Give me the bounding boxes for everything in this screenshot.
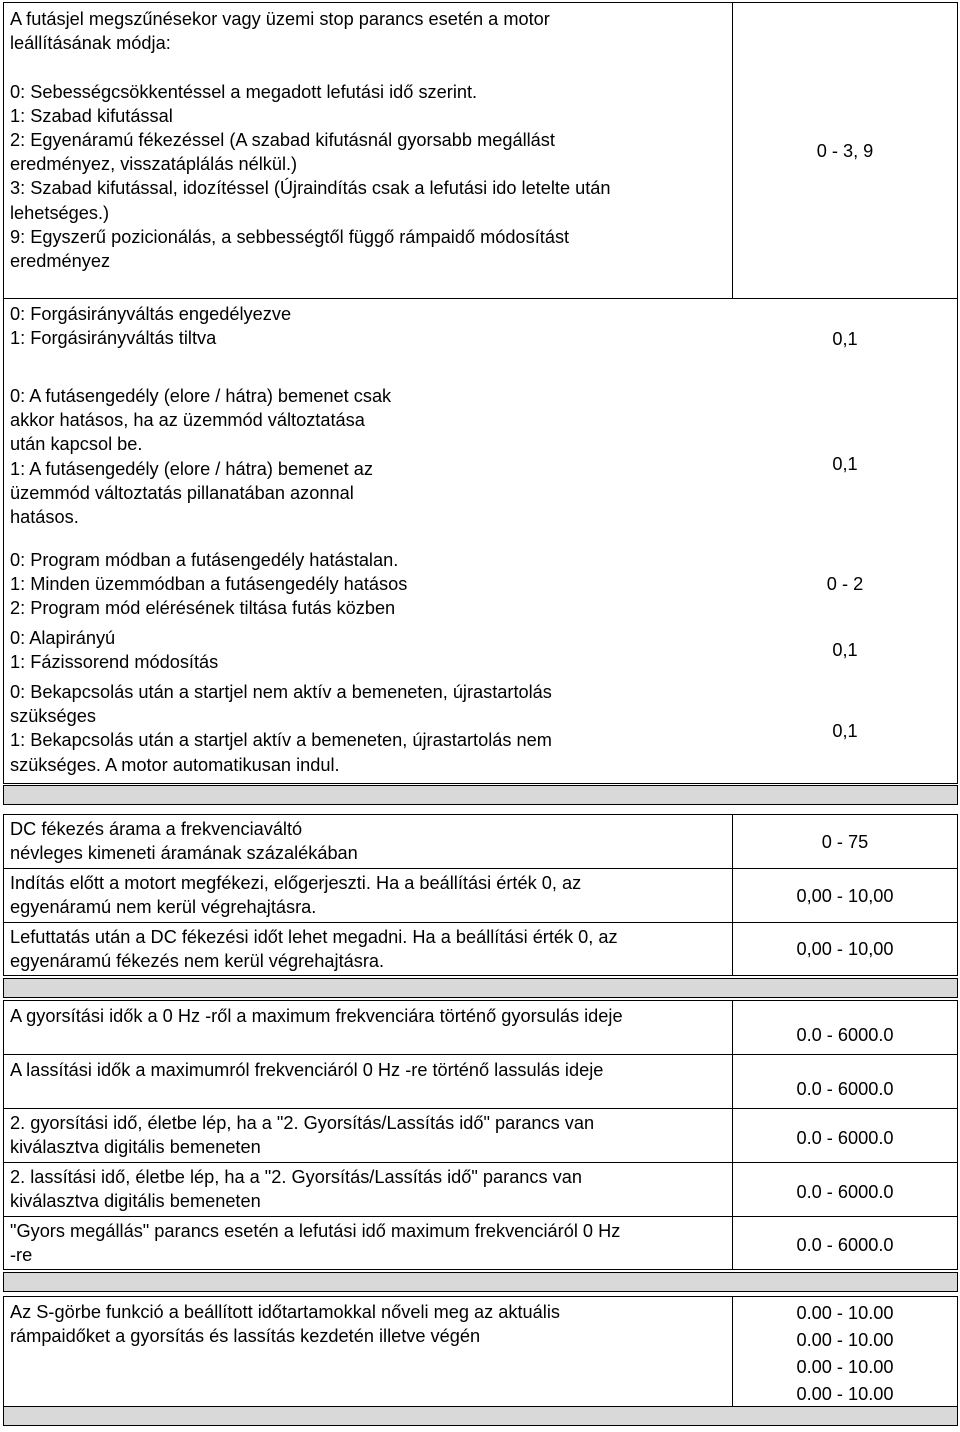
desc-line: üzemmód változtatás pillanatában azonnal (10, 482, 354, 503)
range-value: 0.0 - 6000.0 (796, 1078, 894, 1099)
desc-line: lehetséges.) (10, 202, 110, 223)
desc-line: 1: Bekapcsolás után a startjel aktív a bemeneten, újrastartolás nem (10, 730, 552, 751)
range-value: 0.0 - 6000.0 (796, 1127, 894, 1148)
desc-line: rámpaidőket a gyorsítás és lassítás kezdetén illetve végén (10, 1326, 481, 1347)
desc-line: egyenáramú fékezés nem kerül végrehajtásra. (10, 951, 385, 972)
param-row-dc-pre-brake (3, 868, 958, 922)
desc-line (10, 55, 726, 79)
desc-line: Lefuttatás után a DC fékezési időt lehet megadni. Ha a beállítási érték 0, az (10, 927, 618, 947)
param-row-run-enable (3, 382, 958, 546)
param-row-stop-mode (3, 2, 958, 298)
param-description (4, 1297, 733, 1406)
param-range (733, 1221, 957, 1269)
desc-line: 0: A futásengedély (elore / hátra) bemenet csak (10, 386, 392, 406)
param-range (733, 678, 957, 783)
range-value: 0,1 (832, 329, 858, 349)
range-value: 0.00 - 10.00 (796, 1303, 894, 1323)
desc-line: szükséges. A motor automatikusan indul. (10, 754, 340, 775)
range-value: 0 - 3, 9 (816, 140, 874, 161)
range-value: 0,1 (832, 454, 858, 474)
desc-line: 1: A futásengedély (elore / hátra) bemenet az (10, 458, 373, 479)
param-row-s-curve (3, 1296, 958, 1406)
desc-line: 0: Alapirányú (10, 628, 116, 648)
param-row-quick-stop-time (3, 1216, 958, 1270)
desc-line: 2. gyorsítási idő, életbe lép, ha a "2. Gyorsítás/Lassítás idő" parancs van (10, 1113, 595, 1133)
desc-line: 1: Forgásirányváltás tiltva (10, 328, 217, 349)
param-range (733, 1113, 957, 1162)
desc-line: A gyorsítási idők a 0 Hz -ről a maximum frekvenciára történő gyorsulás ideje (10, 1006, 623, 1026)
range-value: 0,00 - 10,00 (796, 885, 894, 906)
range-value: 0.00 - 10.00 (796, 1384, 894, 1404)
desc-line: DC fékezés árama a frekvenciaváltó (10, 819, 303, 839)
param-range (733, 869, 957, 922)
desc-line: akkor hatásos, ha az üzemmód változtatása (10, 410, 365, 431)
param-row-power-on-start (3, 678, 958, 784)
desc-line: 0: Bekapcsolás után a startjel nem aktív a bemeneten, újrastartolás (10, 682, 552, 702)
param-row-decel-time (3, 1054, 958, 1108)
param-description (4, 622, 733, 678)
param-range (733, 3, 957, 298)
desc-line: 1: Szabad kifutással (10, 105, 173, 126)
param-range (733, 923, 957, 975)
range-value: 0.0 - 6000.0 (796, 1235, 894, 1255)
desc-line: után kapcsol be. (10, 434, 143, 455)
param-description (4, 299, 733, 382)
range-value: 0.0 - 6000.0 (796, 1024, 894, 1045)
desc-line: szükséges (10, 706, 96, 727)
param-description (4, 1163, 733, 1216)
param-description (4, 3, 733, 298)
param-description (4, 546, 733, 622)
param-description (4, 1109, 733, 1162)
desc-line: 1: Minden üzemmódban a futásengedély hatásos (10, 574, 408, 595)
param-row-dc-brake-current (3, 814, 958, 868)
range-value: 0.0 - 6000.0 (796, 1181, 894, 1202)
desc-line: -re (10, 1245, 33, 1266)
desc-line: A lassítási idők a maximumról frekvenciáról 0 Hz -re történő lassulás ideje (10, 1060, 604, 1080)
desc-line: 1: Fázissorend módosítás (10, 652, 219, 673)
param-description (4, 869, 733, 922)
section-separator (3, 785, 958, 805)
desc-line: kiválasztva digitális bemeneten (10, 1191, 261, 1212)
param-description (4, 678, 733, 783)
param-range (733, 1015, 957, 1054)
param-row-accel-time-2 (3, 1108, 958, 1162)
desc-line: 2. lassítási idő, életbe lép, ha a "2. Gyorsítás/Lassítás idő" parancs van (10, 1167, 582, 1187)
param-description (4, 382, 733, 546)
desc-line: A futásjel megszűnésekor vagy üzemi stop parancs esetén a motor (10, 9, 550, 29)
param-range-list (733, 1300, 957, 1408)
desc-line: 2: Egyenáramú fékezéssel (A szabad kifutásnál gyorsabb megállást (10, 130, 555, 151)
desc-line: "Gyors megállás" parancs esetén a lefutási idő maximum frekvenciáról 0 Hz (10, 1221, 621, 1241)
param-description (4, 1055, 733, 1108)
param-range (733, 815, 957, 868)
param-range (733, 622, 957, 678)
section-separator (3, 1272, 958, 1292)
desc-line: leállításának módja: (10, 33, 171, 54)
desc-line: hatásos. (10, 507, 79, 528)
desc-line: 9: Egyszerű pozicionálás, a sebbességtől függő rámpaidő módosítást (10, 226, 570, 247)
desc-line: eredményez (10, 251, 111, 272)
param-row-decel-time-2 (3, 1162, 958, 1216)
section-separator (3, 978, 958, 998)
param-range (733, 1069, 957, 1108)
param-range (733, 546, 957, 622)
param-row-phase-order (3, 622, 958, 678)
range-value: 0,1 (832, 720, 858, 741)
desc-line: 3: Szabad kifutással, idozítéssel (Újraindítás csak a lefutási ido letelte után (10, 178, 611, 199)
range-value: 0.00 - 10.00 (796, 1357, 894, 1377)
range-value: 0 - 75 (821, 831, 869, 852)
param-range (733, 382, 957, 546)
desc-line: Az S-görbe funkció a beállított időtartamokkal nőveli meg az aktuális (10, 1302, 560, 1322)
section-separator (3, 1406, 958, 1426)
desc-line: egyenáramú nem kerül végrehajtásra. (10, 897, 317, 918)
param-description (4, 1217, 733, 1269)
desc-line: névleges kimeneti áramának százalékában (10, 843, 358, 864)
param-description (4, 1001, 733, 1054)
param-range (733, 1167, 957, 1216)
param-row-direction (3, 298, 958, 382)
desc-line: 0: Program módban a futásengedély hatástalan. (10, 550, 399, 570)
desc-line: eredményez, visszatáplálás nélkül.) (10, 154, 298, 175)
param-range (733, 327, 957, 351)
desc-line: 0: Forgásirányváltás engedélyezve (10, 304, 292, 324)
range-value: 0,00 - 10,00 (796, 939, 894, 959)
param-row-accel-time (3, 1000, 958, 1054)
param-row-dc-post-brake (3, 922, 958, 976)
param-description (4, 923, 733, 975)
desc-line: kiválasztva digitális bemeneten (10, 1137, 261, 1158)
desc-line: 2: Program mód elérésének tiltása futás közben (10, 598, 396, 619)
param-row-program-mode (3, 546, 958, 622)
range-value: 0,1 (832, 640, 858, 660)
range-value: 0.00 - 10.00 (796, 1330, 894, 1350)
desc-line: 0: Sebességcsökkentéssel a megadott lefutási idő szerint. (10, 81, 478, 102)
desc-line: Indítás előtt a motort megfékezi, előgerjeszti. Ha a beállítási érték 0, az (10, 873, 582, 893)
param-description (4, 815, 733, 868)
range-value: 0 - 2 (826, 574, 864, 594)
